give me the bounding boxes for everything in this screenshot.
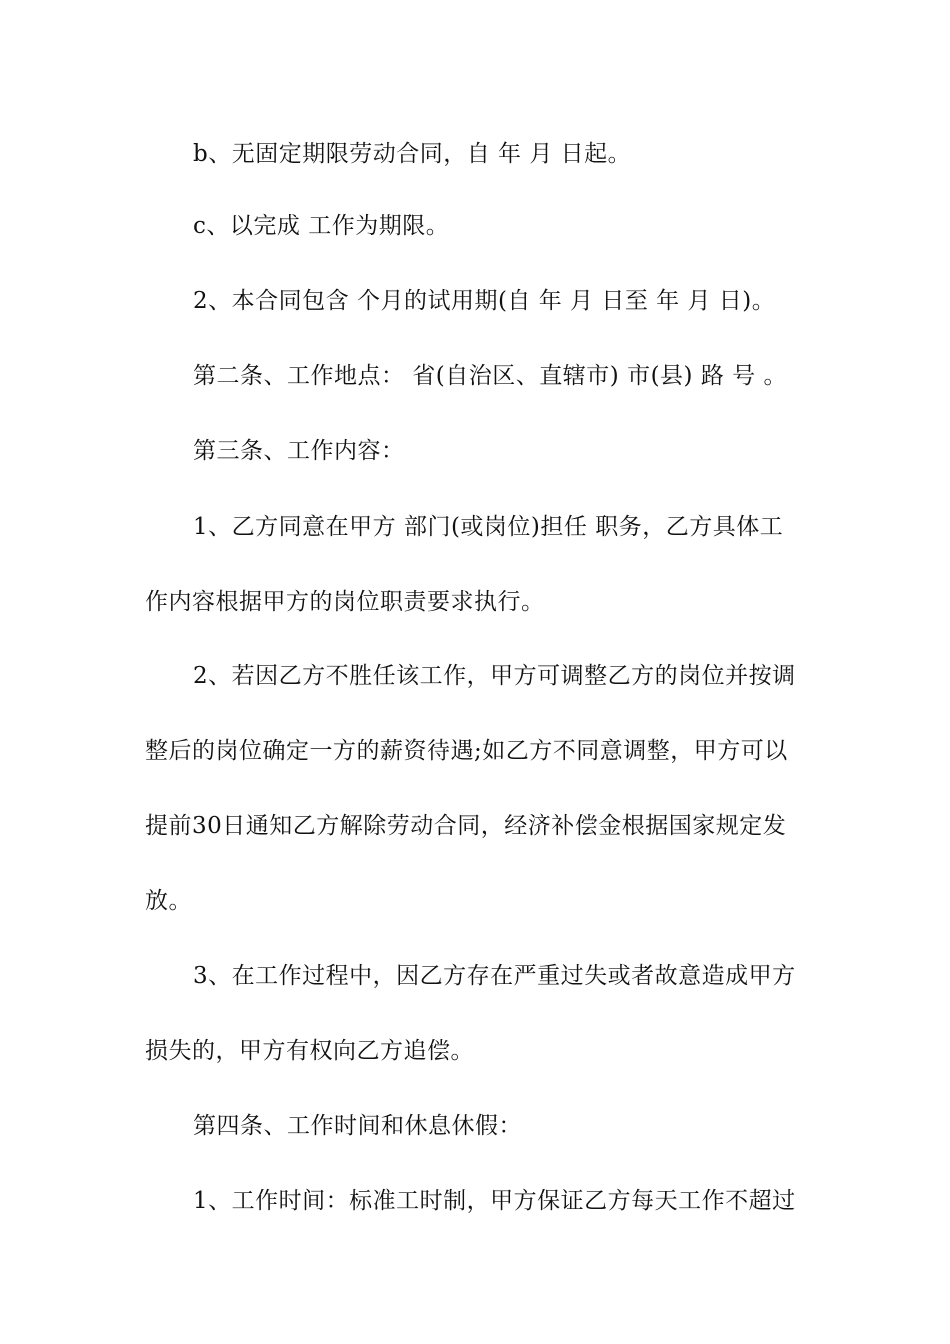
- clause-1-line-2: 作内容根据甲方的岗位职责要求执行。: [145, 589, 545, 615]
- clause-2-line-1: 2、若因乙方不胜任该工作，甲方可调整乙方的岗位并按调: [193, 663, 796, 689]
- probation-line: 2、本合同包含 个月的试用期(自 年 月 日至 年 月 日)。: [193, 288, 776, 314]
- fixed-term-contract-line: b、无固定期限劳动合同，自 年 月 日起。: [193, 141, 632, 167]
- clause-3-line-1: 3、在工作过程中，因乙方存在严重过失或者故意造成甲方: [193, 963, 796, 989]
- clause-1-line-1: 1、乙方同意在甲方 部门(或岗位)担任 职务，乙方具体工: [193, 514, 784, 540]
- clause-2-line-3: 提前30日通知乙方解除劳动合同，经济补偿金根据国家规定发: [145, 813, 787, 839]
- working-hours-line: 1、工作时间：标准工时制，甲方保证乙方每天工作不超过: [193, 1188, 796, 1214]
- article-four-heading: 第四条、工作时间和休息休假：: [193, 1113, 522, 1139]
- task-term-line: c、以完成 工作为期限。: [193, 213, 450, 239]
- article-three-heading: 第三条、工作内容：: [193, 438, 405, 464]
- article-two-heading: 第二条、工作地点： 省(自治区、直辖市) 市(县) 路 号 。: [193, 363, 787, 389]
- clause-3-line-2: 损失的，甲方有权向乙方追偿。: [145, 1038, 474, 1064]
- clause-2-line-2: 整后的岗位确定一方的薪资待遇;如乙方不同意调整，甲方可以: [145, 738, 788, 764]
- clause-2-line-4: 放。: [145, 888, 192, 914]
